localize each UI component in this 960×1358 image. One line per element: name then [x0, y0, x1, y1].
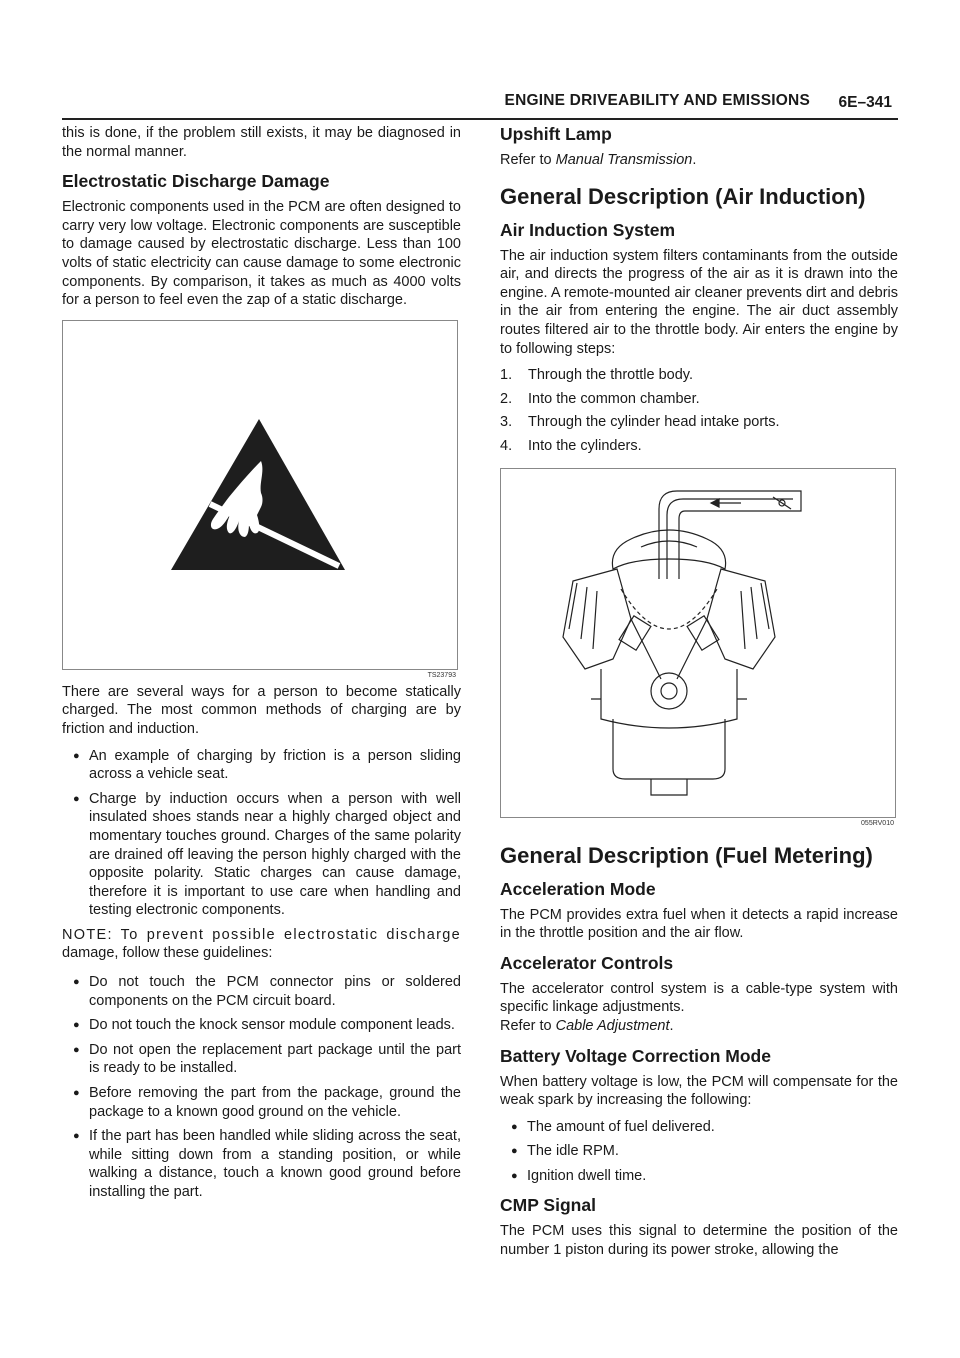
guidelines-list: [62, 973, 461, 1202]
list-item: ● If the part has been handled while sliding across the seat, while sitting down from a standing position, or while walking a distance, touch a known good ground before installing the part.: [73, 1128, 461, 1200]
list-item: ● Do not touch the PCM connector pins or soldered components on the PCM circuit board.: [73, 974, 461, 1009]
list-item: ● Before removing the part from the package, ground the package to a known good ground on the vehicle.: [73, 1085, 461, 1120]
bullet-icon: ●: [73, 1019, 80, 1032]
page-number: 6E–341: [838, 94, 892, 111]
manual-transmission-link[interactable]: Manual Transmission: [555, 152, 693, 168]
acceleration-mode-paragraph: The PCM provides extra fuel when it detects a rapid increase in the throttle position and the air flow.: [500, 906, 898, 942]
air-induction-title: General Description (Air Induction): [500, 183, 866, 209]
upshift-paragraph: Refer to Manual Transmission.: [500, 152, 697, 168]
charging-paragraph: There are several ways for a person to become statically charged. The most common methods of charging are by friction and induction.: [62, 683, 461, 737]
upshift-heading: Upshift Lamp: [500, 124, 612, 144]
engine-figure-code: 055RV010: [861, 819, 894, 827]
list-item: 3. Through the cylinder head intake ports.: [500, 414, 780, 431]
list-item: ● An example of charging by friction is a person sliding across a vehicle seat.: [73, 747, 461, 783]
bullet-icon: ●: [73, 1130, 80, 1143]
bullet-icon: ●: [73, 1087, 80, 1100]
cmp-signal-paragraph: The PCM uses this signal to determine the position of the number 1 piston during its power stroke, allowing the: [500, 1223, 898, 1259]
fuel-metering-title: General Description (Fuel Metering): [500, 842, 873, 868]
esd-warning-symbol-icon: [63, 321, 457, 669]
bullet-icon: ●: [73, 1043, 80, 1056]
left-column: [62, 124, 461, 1208]
battery-bullet-list: [500, 1118, 898, 1186]
list-item: 4. Into the cylinders.: [500, 437, 642, 454]
charging-bullet-list: [62, 747, 461, 920]
list-item: ● Do not touch the knock sensor module component leads.: [73, 1017, 455, 1034]
list-item: ● The amount of fuel delivered.: [511, 1118, 715, 1135]
accelerator-controls-heading: Accelerator Controls: [500, 952, 674, 973]
list-item: ● The idle RPM.: [511, 1143, 619, 1160]
battery-voltage-paragraph: When battery voltage is low, the PCM will compensate for the weak spark by increasing the following:: [500, 1073, 898, 1109]
intro-paragraph: this is done, if the problem still exists, it may be diagnosed in the normal manner.: [62, 125, 461, 160]
page-header: [62, 88, 898, 120]
list-item: ● Ignition dwell time.: [511, 1167, 647, 1184]
section-title: ENGINE DRIVEABILITY AND EMISSIONS: [504, 92, 810, 109]
bullet-icon: ●: [73, 749, 80, 762]
right-column: [500, 124, 898, 1268]
bullet-icon: ●: [511, 1169, 518, 1182]
list-item: ● Charge by induction occurs when a person with well insulated shoes stands near a highly charged object and momentary touches ground. Charges of the same polarity are drained off leaving the person highly charged with the opposite polarity. Static charges can cause damage, therefore it is important to use care when handling and testing electronic components.: [73, 790, 461, 919]
acceleration-mode-heading: Acceleration Mode: [500, 878, 656, 899]
cable-adjustment-link[interactable]: Cable Adjustment: [555, 1017, 670, 1034]
note-paragraph: NOTE: To prevent possible electrostatic discharge damage, follow these guidelines:: [62, 926, 461, 962]
esd-figure-code: TS23793: [427, 671, 456, 679]
esd-heading: Electrostatic Discharge Damage: [62, 171, 330, 192]
cmp-signal-heading: CMP Signal: [500, 1195, 596, 1216]
air-steps-list: [500, 366, 898, 455]
list-item: 2. Into the common chamber.: [500, 390, 700, 407]
bullet-icon: ●: [73, 792, 80, 805]
accelerator-controls-paragraph: The accelerator control system is a cable-type system with specific linkage adjustments.: [500, 980, 898, 1016]
bullet-icon: ●: [511, 1120, 518, 1133]
battery-voltage-heading: Battery Voltage Correction Mode: [500, 1045, 771, 1066]
cable-adjustment-reference: Refer to Cable Adjustment.: [500, 1017, 674, 1034]
engine-cross-section-figure: [500, 468, 896, 818]
esd-paragraph: Electronic components used in the PCM are often designed to carry very low voltage. Electronic components are susceptible to damage caused by electrostatic discharge. Less than 100 volts of static electricity can cause damage to some electronic components. By comparison, it takes as much as 4000 volts for a person to feel even the zap of a static discharge.: [62, 199, 461, 309]
air-system-heading: Air Induction System: [500, 219, 676, 240]
list-item: 1. Through the throttle body.: [500, 367, 693, 384]
bullet-icon: ●: [73, 976, 80, 989]
esd-warning-figure: [62, 320, 458, 670]
engine-diagram-icon: [501, 469, 895, 817]
bullet-icon: ●: [511, 1145, 518, 1158]
air-system-paragraph: The air induction system filters contaminants from the outside air, and directs the progress of the air as it is drawn into the engine. A remote-mounted air cleaner prevents dirt and debris in the air from entering the engine. The air duct assembly routes filtered air to the throttle body. Air enters the engine by to following steps:: [500, 247, 898, 357]
list-item: ● Do not open the replacement part package until the part is ready to be installed.: [73, 1041, 461, 1077]
